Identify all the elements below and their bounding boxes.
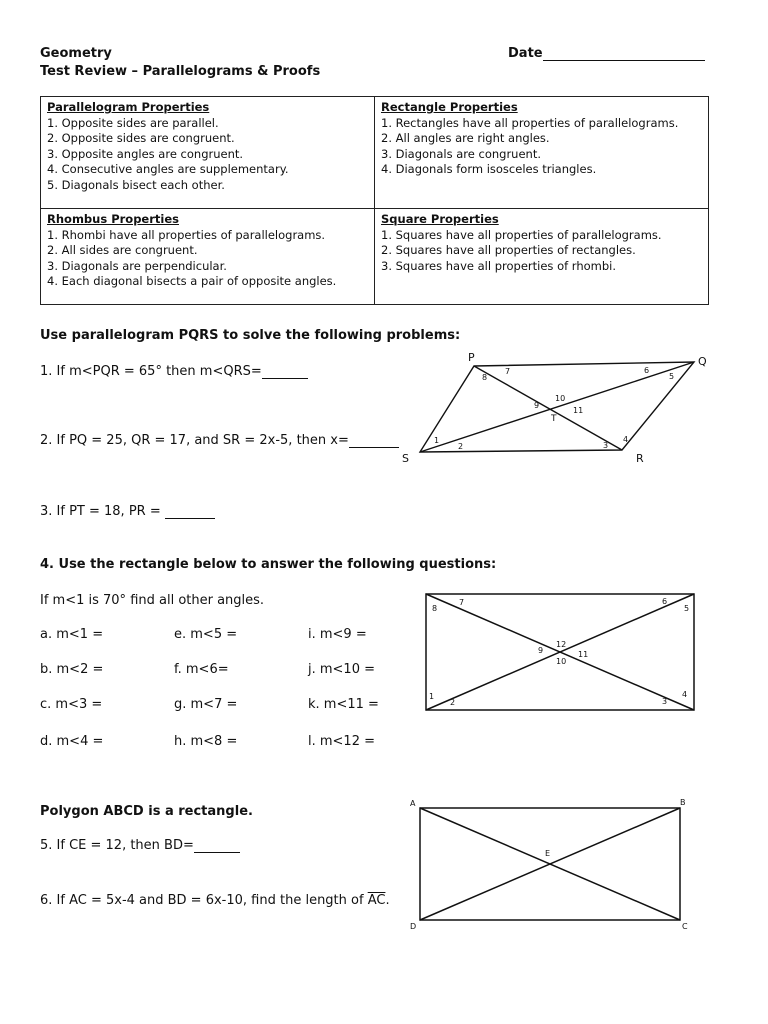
vertex-label-e: E [545,849,551,858]
question-3 [40,504,215,519]
question-2 [40,433,399,448]
list-item: 4. Diagonals form isosceles triangles. [381,162,597,176]
diagonal-pr [474,366,622,450]
section3-heading: Polygon ABCD is a rectangle. [40,804,253,819]
section1-heading: Use parallelogram PQRS to solve the following problems: [40,328,461,343]
angle-label-11: 11 [573,406,584,415]
vertex-label-t: T [551,414,557,424]
properties-table [40,96,709,305]
answer-blank-1[interactable] [262,378,308,379]
rect-angle-label-12: 12 [556,640,567,649]
question-1 [40,364,308,379]
angle-question-a: a. m<1 = [40,627,104,642]
list-item: 1. Opposite sides are parallel. [47,115,219,130]
list-item: 3. Diagonals are perpendicular. [47,258,227,273]
question-3-text: 3. If PT = 18, PR = [40,504,165,519]
answer-blank-2[interactable] [349,447,399,448]
diagonal-qs [420,362,694,452]
list-item: 3. Diagonals are congruent. [381,146,541,161]
rect-angle-label-7: 7 [459,598,465,607]
vertex-label-p: P [468,351,475,364]
vertex-label-a: A [410,799,416,808]
question-2-text: 2. If PQ = 25, QR = 17, and SR = 2x-5, then x= [40,433,349,448]
question-6-text: 6. If AC = 5x-4 and BD = 6x-10, find the length of [40,893,368,908]
angle-question-c: c. m<3 = [40,697,103,712]
rectangle-angles-figure [422,590,698,714]
list-item: 5. Diagonals bisect each other. [47,177,225,192]
rectangle-properties-cell [375,97,709,209]
parallelogram-properties-cell [41,97,375,209]
rect-angle-label-1: 1 [429,692,435,701]
date-blank[interactable] [543,60,705,61]
angle-question-k: k. m<11 = [308,697,379,712]
list-item: 1. Squares have all properties of parallelograms. [381,227,662,242]
square-properties-cell [375,209,709,305]
rect-angle-label-4: 4 [682,690,688,699]
angle-label-7: 7 [505,367,511,376]
list-item: 1. Rectangles have all properties of parallelograms. [381,115,679,130]
question-5-text: 5. If CE = 12, then BD= [40,838,194,853]
question-6 [40,893,390,908]
parallelogram-properties-title: Parallelogram Properties [47,100,210,114]
rectangle-abcd-figure [404,796,700,936]
angle-label-1: 1 [434,436,440,445]
angle-label-4: 4 [623,435,629,444]
angle-label-10: 10 [555,394,566,403]
rect-angle-label-9: 9 [538,646,544,655]
angle-label-5: 5 [669,372,675,381]
vertex-label-b: B [680,798,686,807]
answer-blank-3[interactable] [165,518,215,519]
section2-prompt: If m<1 is 70° find all other angles. [40,593,265,608]
list-item: 3. Squares have all properties of rhombi. [381,258,617,273]
answer-blank-5[interactable] [194,852,240,853]
segment-ac: $\overline{AC}$ [367,893,386,908]
vertex-label-s: S [402,452,409,465]
rect-angle-label-3: 3 [662,697,668,706]
angle-question-i: i. m<9 = [308,627,367,642]
vertex-label-r: R [636,452,644,465]
list-item: 2. All sides are congruent. [47,243,198,257]
list-item: 2. All angles are right angles. [381,131,550,145]
rect-angle-label-8: 8 [432,604,438,613]
list-item: 2. Opposite sides are congruent. [47,131,235,145]
angle-question-h: h. m<8 = [174,734,238,749]
vertex-label-d: D [410,922,417,931]
angle-question-j: j. m<10 = [308,662,375,677]
rect-angle-label-5: 5 [684,604,690,613]
date-label: Date [508,46,543,61]
rect-angle-label-6: 6 [662,597,668,606]
angle-question-f: f. m<6= [174,662,229,677]
rhombus-properties-title: Rhombus Properties [47,212,179,226]
angle-label-3: 3 [603,441,609,450]
angle-question-b: b. m<2 = [40,662,104,677]
list-item: 4. Consecutive angles are supplementary. [47,162,289,176]
angle-label-9: 9 [534,401,540,410]
rectangle-properties-title: Rectangle Properties [381,100,518,114]
page-subtitle: Test Review – Parallelograms & Proofs [40,64,321,79]
rhombus-properties-cell [41,209,375,305]
question-6-suffix: . [385,893,390,908]
section2-heading: 4. Use the rectangle below to answer the following questions: [40,557,497,572]
angle-label-8: 8 [482,373,488,382]
list-item: 3. Opposite angles are congruent. [47,146,244,161]
question-1-text: 1. If m<PQR = 65° then m<QRS= [40,364,262,379]
list-item: 4. Each diagonal bisects a pair of opposite angles. [47,274,337,288]
course-title: Geometry [40,46,112,61]
angle-question-d: d. m<4 = [40,734,104,749]
list-item: 2. Squares have all properties of rectangles. [381,243,636,257]
question-5 [40,838,240,853]
rect-angle-label-11: 11 [578,650,589,659]
angle-question-g: g. m<7 = [174,697,238,712]
rect-angle-label-10: 10 [556,657,567,666]
vertex-label-q: Q [698,355,707,368]
angle-question-l: l. m<12 = [308,734,375,749]
parallelogram-pqrs-figure [398,348,718,468]
vertex-label-c: C [682,922,688,931]
rect-angle-label-2: 2 [450,698,456,707]
list-item: 1. Rhombi have all properties of parallelograms. [47,227,326,242]
angle-label-6: 6 [644,366,650,375]
square-properties-title: Square Properties [381,212,499,226]
angle-question-e: e. m<5 = [174,627,238,642]
date-field[interactable] [508,46,705,61]
angle-label-2: 2 [458,442,464,451]
